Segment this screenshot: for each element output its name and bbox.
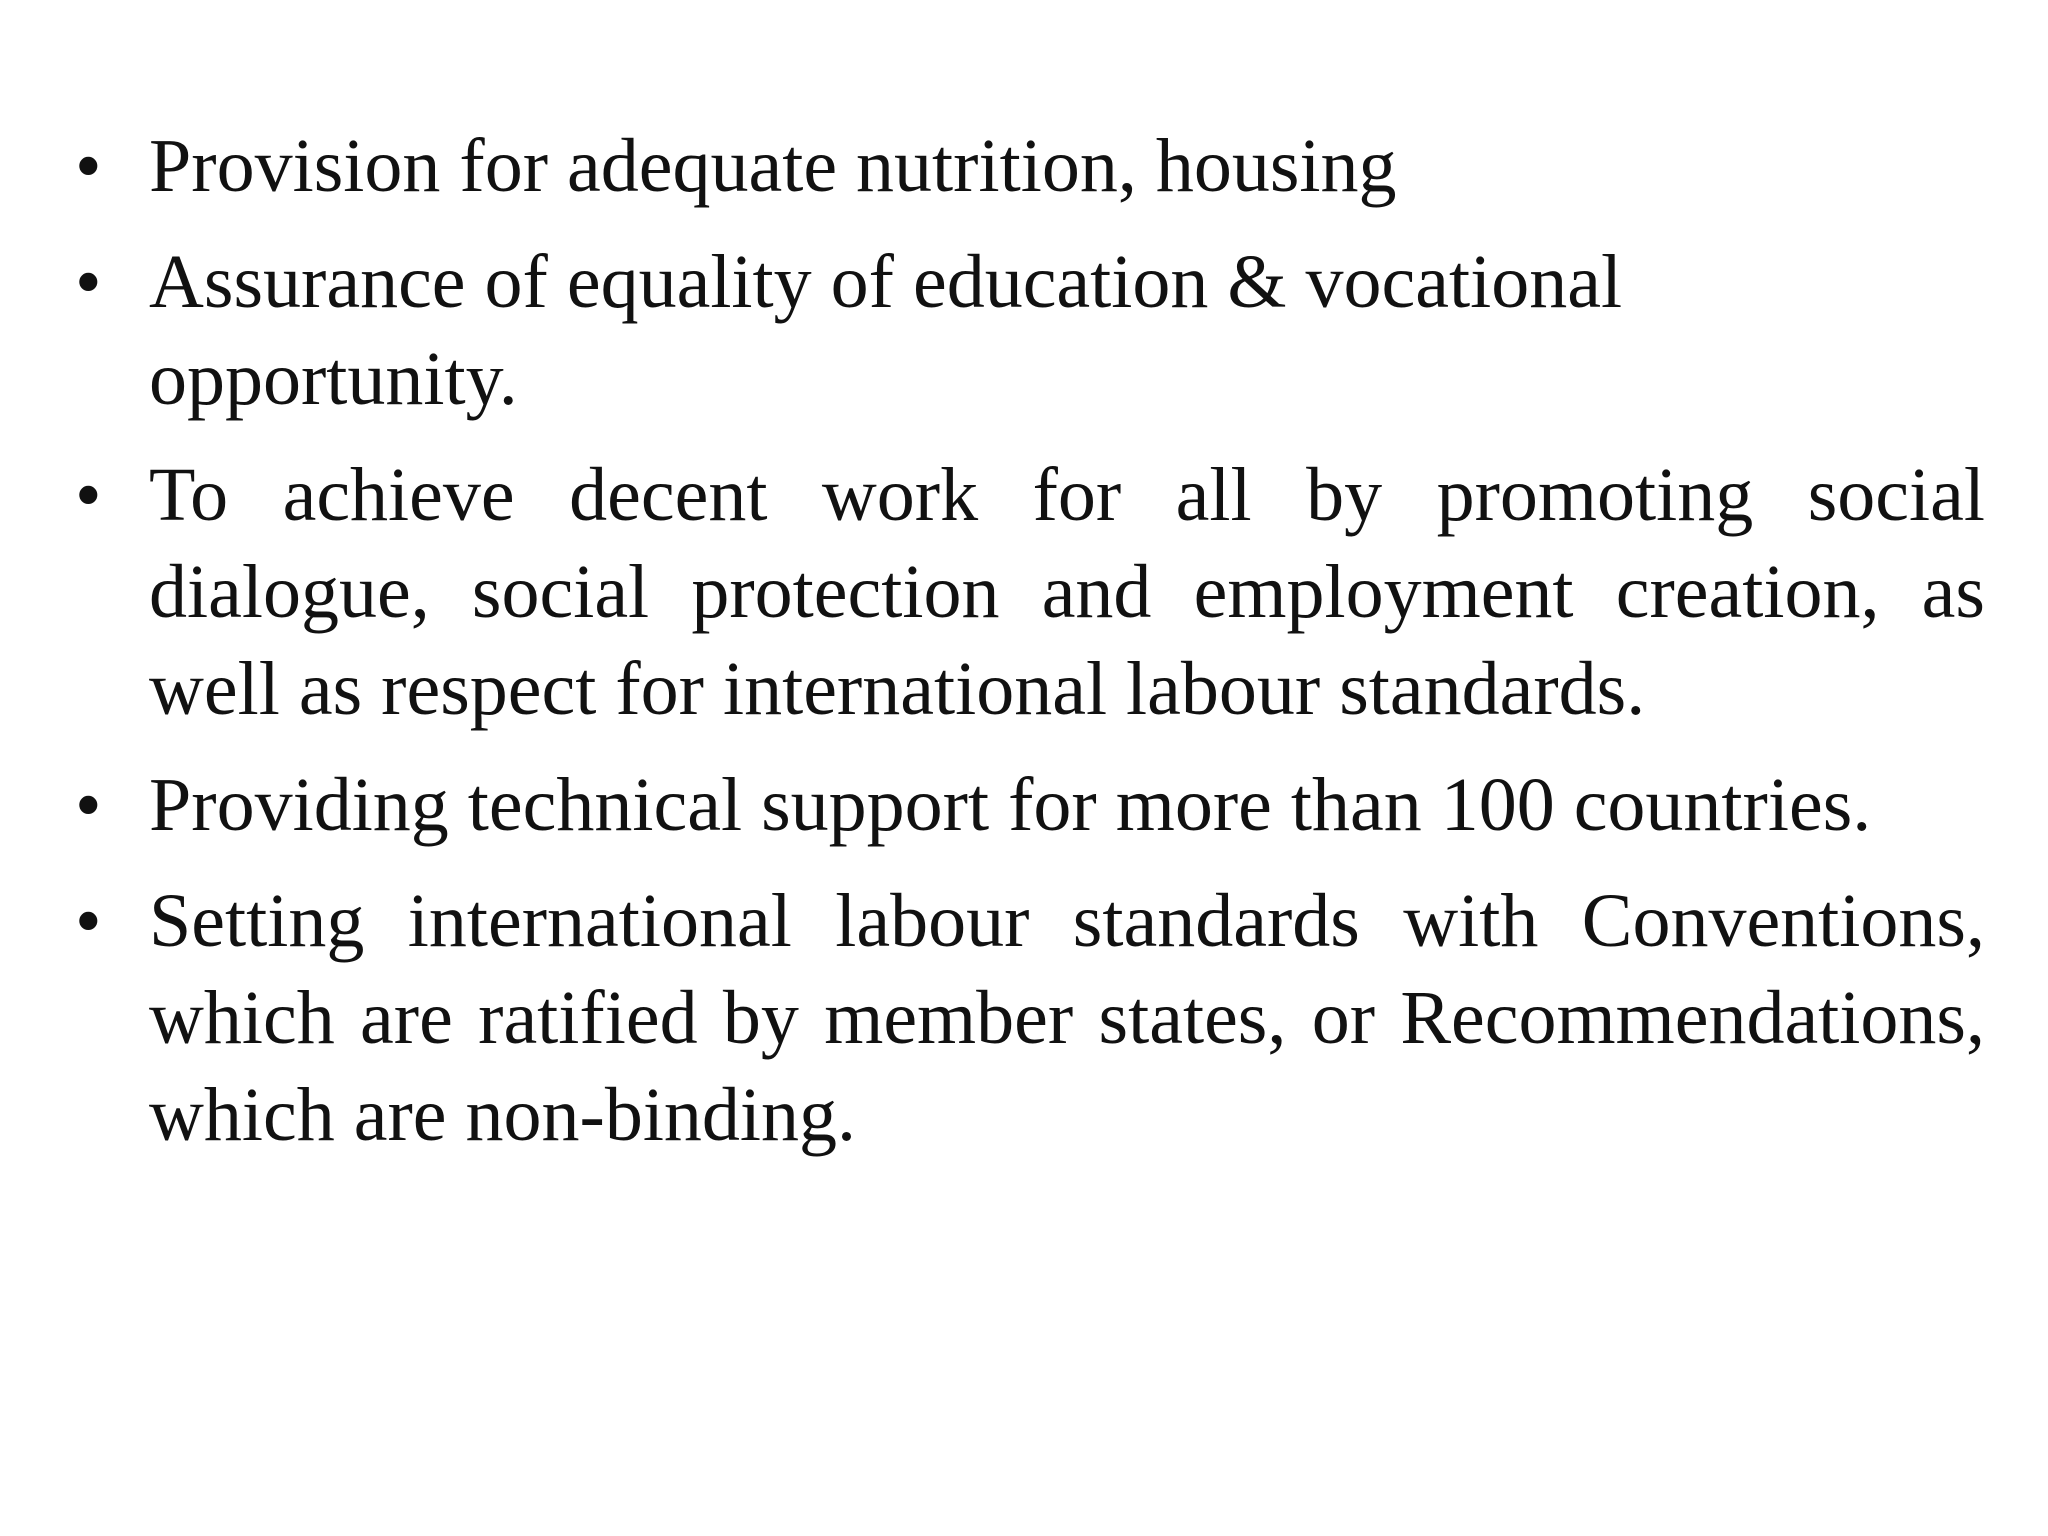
bullet-text: To achieve decent work for all by promoting social dialogue, social protection and employment creation, as well as respect for international labour standards.	[149, 453, 1985, 731]
bullet-item-education-equality	[75, 234, 1985, 428]
bullet-item-labour-standards	[75, 873, 1985, 1164]
bullet-text: Providing technical support for more than 100 countries.	[149, 763, 1872, 847]
bullet-text: Provision for adequate nutrition, housing	[149, 124, 1397, 208]
bullet-item-decent-work	[75, 447, 1985, 738]
bullet-icon: •	[75, 240, 102, 324]
bullet-icon: •	[75, 763, 102, 847]
bullet-text: Setting international labour standards with Conventions, which are ratified by member states, or Recommendations, which are non-binding.	[149, 879, 1985, 1157]
bullet-item-nutrition-housing	[75, 118, 1985, 215]
bullet-icon: •	[75, 453, 102, 537]
bullet-icon: •	[75, 879, 102, 963]
bullet-icon: •	[75, 124, 102, 208]
bullet-item-technical-support	[75, 757, 1985, 854]
bullet-list	[75, 118, 1985, 1183]
bullet-text: Assurance of equality of education & vocational opportunity.	[149, 240, 1623, 421]
